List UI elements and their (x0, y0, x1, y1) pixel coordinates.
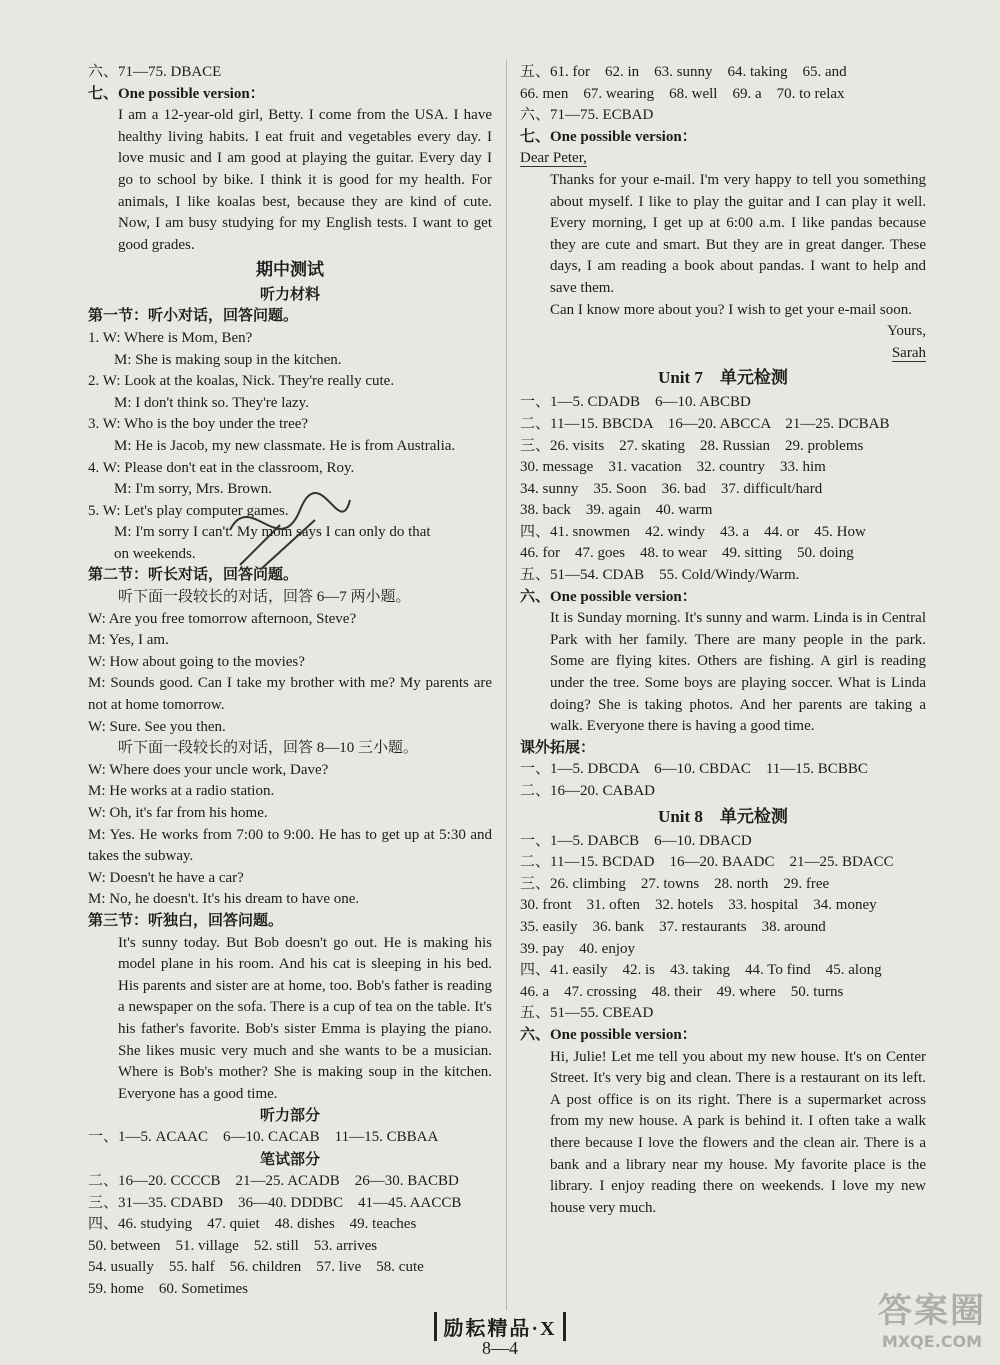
left-line: M: I'm sorry I can't. My mom says I can only do that (114, 524, 431, 541)
left-line: M: No, he doesn't. It's his dream to have one. (88, 891, 360, 908)
left-line: M: He works at a radio station. (88, 783, 275, 800)
right-line: 三、26. climbing 27. towns 28. north 29. free (520, 875, 830, 892)
left-line: 59. home 60. Sometimes (88, 1280, 248, 1297)
left-line: 三、31—35. CDABD 36—40. DDDBC 41—45. AACCB (88, 1194, 462, 1211)
left-line: 七、One possible version： (88, 85, 265, 102)
left-line: 二、16—20. CCCCB 21—25. ACADB 26—30. BACBD (88, 1172, 459, 1189)
right-line: 一、1—5. DBCDA 6—10. CBDAC 11—15. BCBBC (520, 761, 868, 778)
left-line: M: I don't think so. They're lazy. (114, 394, 309, 411)
left-line: 四、46. studying 47. quiet 48. dishes 49. teaches (88, 1216, 417, 1233)
left-line: M: He is Jacob, my new classmate. He is from Australia. (114, 437, 456, 454)
left-line: on weekends. (114, 545, 196, 562)
right-line: Thanks for your e-mail. I'm very happy to tell you something about myself. I like to play the guitar and I can play it well. Every morning, I get up at 6:00 a.m. I like pandas because they are cute and smart. But they are in great danger. These days, I am reading a book about pandas. I want to help and save them. (550, 171, 926, 296)
left-line: 一、1—5. ACAAC 6—10. CACAB 11—15. CBBAA (88, 1129, 439, 1146)
right-line: It is Sunday morning. It's sunny and warm. Linda is in Central Park with her family. There are many people in the park. Some are flying kites. Others are fishing. A girl is reading under the tree. Some boys are playing soccer. What is Linda doing? She is taking photos. And her parents are taking a walk. Everyone there is having a good time. (550, 610, 926, 735)
left-line: 1. W: Where is Mom, Ben? (88, 329, 253, 346)
brand-name: 励耘精品·X (434, 1312, 565, 1341)
left-line: 听力部分 (259, 1108, 320, 1125)
left-line: M: Sounds good. Can I take my brother with me? My parents are not at home tomorrow. (88, 675, 492, 714)
page-number: 8—4 (482, 1338, 518, 1358)
column-divider (506, 60, 507, 1310)
right-line: 34. sunny 35. Soon 36. bad 37. difficult/hard (520, 480, 823, 497)
left-line: 笔试部分 (259, 1151, 320, 1168)
watermark-url: MXQE.COM (881, 1332, 983, 1351)
left-line: W: Sure. See you then. (88, 718, 226, 735)
left-line: 54. usually 55. half 56. children 57. live 58. cute (88, 1259, 424, 1276)
right-line: 46. a 47. crossing 48. their 49. where 50. turns (520, 983, 844, 1000)
right-line: 六、71—75. ECBAD (520, 107, 654, 124)
brand-footer (0, 1312, 1000, 1341)
left-line: I am a 12-year-old girl, Betty. I come from the USA. I have healthy living habits. I eat fruit and vegetables every day. I love music and I am good at playing the guitar. Every day I go to school by bike. I think it is good for my health. For animals, I like koalas best, because they are kind of cute. Now, I am busy studying for my English tests. I want to get good grades. (118, 107, 492, 253)
right-line: 四、41. snowmen 42. windy 43. a 44. or 45. How (520, 523, 866, 540)
right-line: Hi, Julie! Let me tell you about my new house. It's on Center Street. It's very big and clean. There is a restaurant on its left. A post office is on its right. There is a supermarket across from my new house. A park is behind it. I often take a walk there because I love the flowers and the clean air. There is a bank and a library near my house. My favorite place is the library. I enjoy reading there on weekends. I love my new house very much. (550, 1048, 926, 1216)
left-line: 第二节：听长对话，回答问题。 (88, 567, 299, 584)
right-line: Yours, (887, 323, 926, 340)
right-line: 35. easily 36. bank 37. restaurants 38. around (520, 918, 826, 935)
right-line: 五、61. for 62. in 63. sunny 64. taking 65. and (520, 64, 847, 80)
left-line: W: Where does your uncle work, Dave? (88, 761, 329, 778)
right-line: 二、11—15. BBCDA 16—20. ABCCA 21—25. DCBAB (520, 415, 890, 432)
left-line: 3. W: Who is the boy under the tree? (88, 416, 309, 433)
right-line: 一、1—5. CDADB 6—10. ABCBD (520, 394, 751, 411)
right-line: 46. for 47. goes 48. to wear 49. sitting 50. doing (520, 545, 854, 562)
right-line: 66. men 67. wearing 68. well 69. a 70. to relax (520, 85, 845, 102)
right-column (520, 62, 926, 1219)
left-line: 50. between 51. village 52. still 53. arrives (88, 1237, 378, 1254)
pen-scribble (220, 470, 360, 580)
left-line: M: Yes. He works from 7:00 to 9:00. He has to get up at 5:30 and takes the subway. (88, 826, 492, 865)
left-line: M: Yes, I am. (88, 632, 169, 649)
left-column (88, 62, 492, 1300)
left-line: M: She is making soup in the kitchen. (114, 351, 342, 368)
left-line: It's sunny today. But Bob doesn't go out. He is making his model plane in his room. And his cat is sleeping in his bed. His parents and sister are at home, too. Bob's father is reading a newspaper on the sofa. There is a cup of tea on the table. It's his father's favorite. Bob's sister Emma is playing the piano. She likes music very much and she wants to be a musician. Where is Bob's mother? She is making soup in the kitchen. Everyone has a good time. (118, 934, 492, 1102)
left-line: 听下面一段较长的对话，回答 6—7 两小题。 (118, 589, 411, 606)
left-line: 六、71—75. DBACE (88, 64, 222, 80)
right-line: 四、41. easily 42. is 43. taking 44. To find 45. along (520, 962, 882, 979)
left-line: W: Doesn't he have a car? (88, 869, 244, 886)
right-line: 六、One possible version： (520, 588, 697, 605)
left-line: 2. W: Look at the koalas, Nick. They're really cute. (88, 373, 395, 390)
right-line: Can I know more about you? I wish to get your e-mail soon. (550, 301, 913, 318)
right-line: 三、26. visits 27. skating 28. Russian 29. problems (520, 437, 864, 454)
right-line: 五、51—54. CDAB 55. Cold/Windy/Warm. (520, 567, 800, 584)
left-line: W: Oh, it's far from his home. (88, 805, 268, 821)
right-line: Unit 7 单元检测 (658, 368, 788, 388)
right-line: 六、One possible version： (520, 1026, 697, 1043)
left-line: W: Are you free tomorrow afternoon, Steve? (88, 610, 357, 627)
right-line: 二、11—15. BCDAD 16—20. BAADC 21—25. BDACC (520, 854, 894, 871)
watermark-logo (878, 1283, 986, 1351)
right-line: 二、16—20. CABAD (520, 783, 656, 799)
left-line: M: I'm sorry, Mrs. Brown. (114, 481, 272, 498)
left-line: 听力材料 (259, 287, 320, 304)
underlined-text: Sarah (891, 344, 926, 361)
right-line (520, 343, 926, 365)
right-line: Unit 8 单元检测 (658, 806, 788, 826)
right-line: 课外拓展： (520, 739, 596, 756)
left-line: 第三节：听独白，回答问题。 (88, 912, 284, 929)
underlined-text: Dear Peter, (520, 150, 587, 167)
left-line: 5. W: Let's play computer games. (88, 502, 289, 519)
right-line: 39. pay 40. enjoy (520, 940, 635, 957)
left-line: W: How about going to the movies? (88, 653, 305, 670)
left-line: 听下面一段较长的对话，回答 8—10 三小题。 (118, 740, 419, 757)
right-line (520, 148, 926, 170)
left-line: 4. W: Please don't eat in the classroom, Roy. (88, 459, 355, 476)
left-line: 第一节：听小对话，回答问题。 (88, 308, 299, 325)
right-line: 七、One possible version： (520, 128, 697, 145)
right-line: 30. message 31. vacation 32. country 33. him (520, 459, 826, 476)
right-line: 38. back 39. again 40. warm (520, 502, 713, 519)
watermark-logo-text: 答案圈 (878, 1291, 986, 1331)
left-line: 期中测试 (256, 260, 324, 280)
right-line: 一、1—5. DABCB 6—10. DBACD (520, 832, 752, 849)
right-line: 30. front 31. often 32. hotels 33. hospital 34. money (520, 897, 877, 914)
right-line: 五、51—55. CBEAD (520, 1005, 654, 1022)
